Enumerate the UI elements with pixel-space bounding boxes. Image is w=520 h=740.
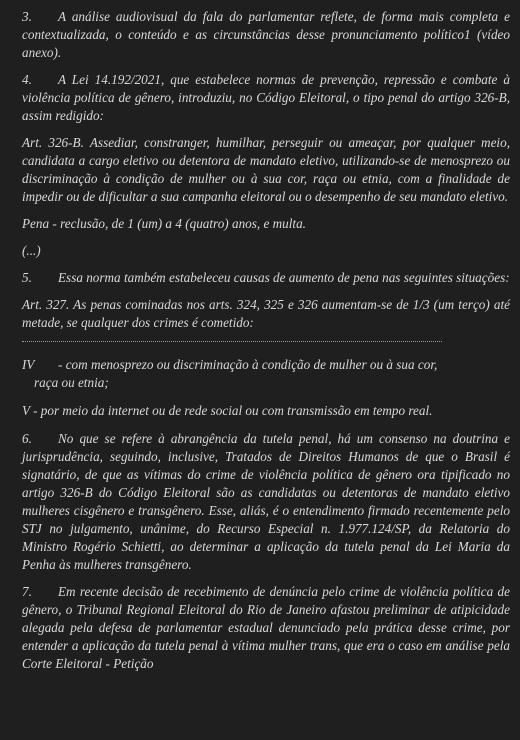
- paragraph-number: 4.: [22, 72, 32, 87]
- paragraph-number: 7.: [22, 584, 32, 599]
- paragraph-3: [22, 8, 510, 62]
- inciso-text: - com menosprezo ou discriminação à condição de mulher ou à sua cor,: [58, 357, 438, 372]
- paragraph-4: [22, 71, 510, 125]
- inciso-roman: IV: [22, 357, 35, 372]
- article-327-quote: Art. 327. As penas cominadas nos arts. 324, 325 e 326 aumentam-se de 1/3 (um terço) até metade, se qualquer dos crimes é cometido:: [22, 297, 510, 330]
- article-326b-quote: Art. 326-B. Assediar, constranger, humilhar, perseguir ou ameaçar, por qualquer meio, candidata a cargo eletivo ou detentora de mandato eletivo, utilizando-se de menosprezo ou discriminação à condição de mulher ou à sua cor, raça ou etnia, com a finalidade de impedir ou de dificultar a sua campanha eleitoral ou o desempenho de seu mandato eletivo.: [22, 135, 510, 204]
- paragraph-text: Em recente decisão de recebimento de denúncia pelo crime de violência política de gênero, o Tribunal Regional Eleitoral do Rio de Janeiro afastou preliminar de atipicidade alegada pela defesa de parlamentar estadual denunciado pela prática desse crime, por entender a aplicação da tutela penal à vítima mulher trans, que era o caso em análise pela Corte Eleitoral - Petição: [22, 584, 510, 671]
- ellipsis: (...): [22, 243, 41, 258]
- paragraph-text: A Lei 14.192/2021, que estabelece normas de prevenção, repressão e combate à violência política de gênero, introduziu, no Código Eleitoral, o tipo penal do artigo 326-B, assim redigido:: [22, 72, 510, 123]
- paragraph-number: 5.: [22, 270, 32, 285]
- dotted-separator: [22, 341, 442, 342]
- inciso-continuation: raça ou etnia;: [34, 375, 109, 390]
- paragraph-text: A análise audiovisual da fala do parlamentar reflete, de forma mais completa e contextualizada, o conteúdo e as circunstâncias desse pronunciamento político1 (vídeo anexo).: [22, 9, 510, 60]
- paragraph-7: [22, 583, 510, 673]
- paragraph-number: 3.: [22, 9, 32, 24]
- paragraph-5: [22, 269, 510, 287]
- paragraph-text: Essa norma também estabeleceu causas de aumento de pena nas seguintes situações:: [58, 270, 510, 285]
- inciso-v: V - por meio da internet ou de rede social ou com transmissão em tempo real.: [22, 403, 433, 418]
- paragraph-text: No que se refere à abrangência da tutela penal, há um consenso na doutrina e jurisprudência, seguindo, inclusive, Tratados de Direitos Humanos de que o Brasil é signatário, de que as vítimas do crime de violência política de gênero ora tipificado no artigo 326-B do Código Eleitoral são as candidatas ou detentoras de mandato eletivo mulheres cisgênero e transgênero. Esse, aliás, é o entendimento firmado recentemente pelo STJ no julgamento, unânime, do Recurso Especial n. 1.977.124/SP, da Relatoria do Ministro Rogério Schietti, ao determinar a aplicação da tutela penal da Lei Maria da Penha às mulheres transgênero.: [22, 431, 510, 572]
- inciso-iv: [22, 356, 510, 392]
- penalty-text: Pena - reclusão, de 1 (um) a 4 (quatro) anos, e multa.: [22, 216, 306, 231]
- paragraph-number: 6.: [22, 431, 32, 446]
- paragraph-6: [22, 430, 510, 574]
